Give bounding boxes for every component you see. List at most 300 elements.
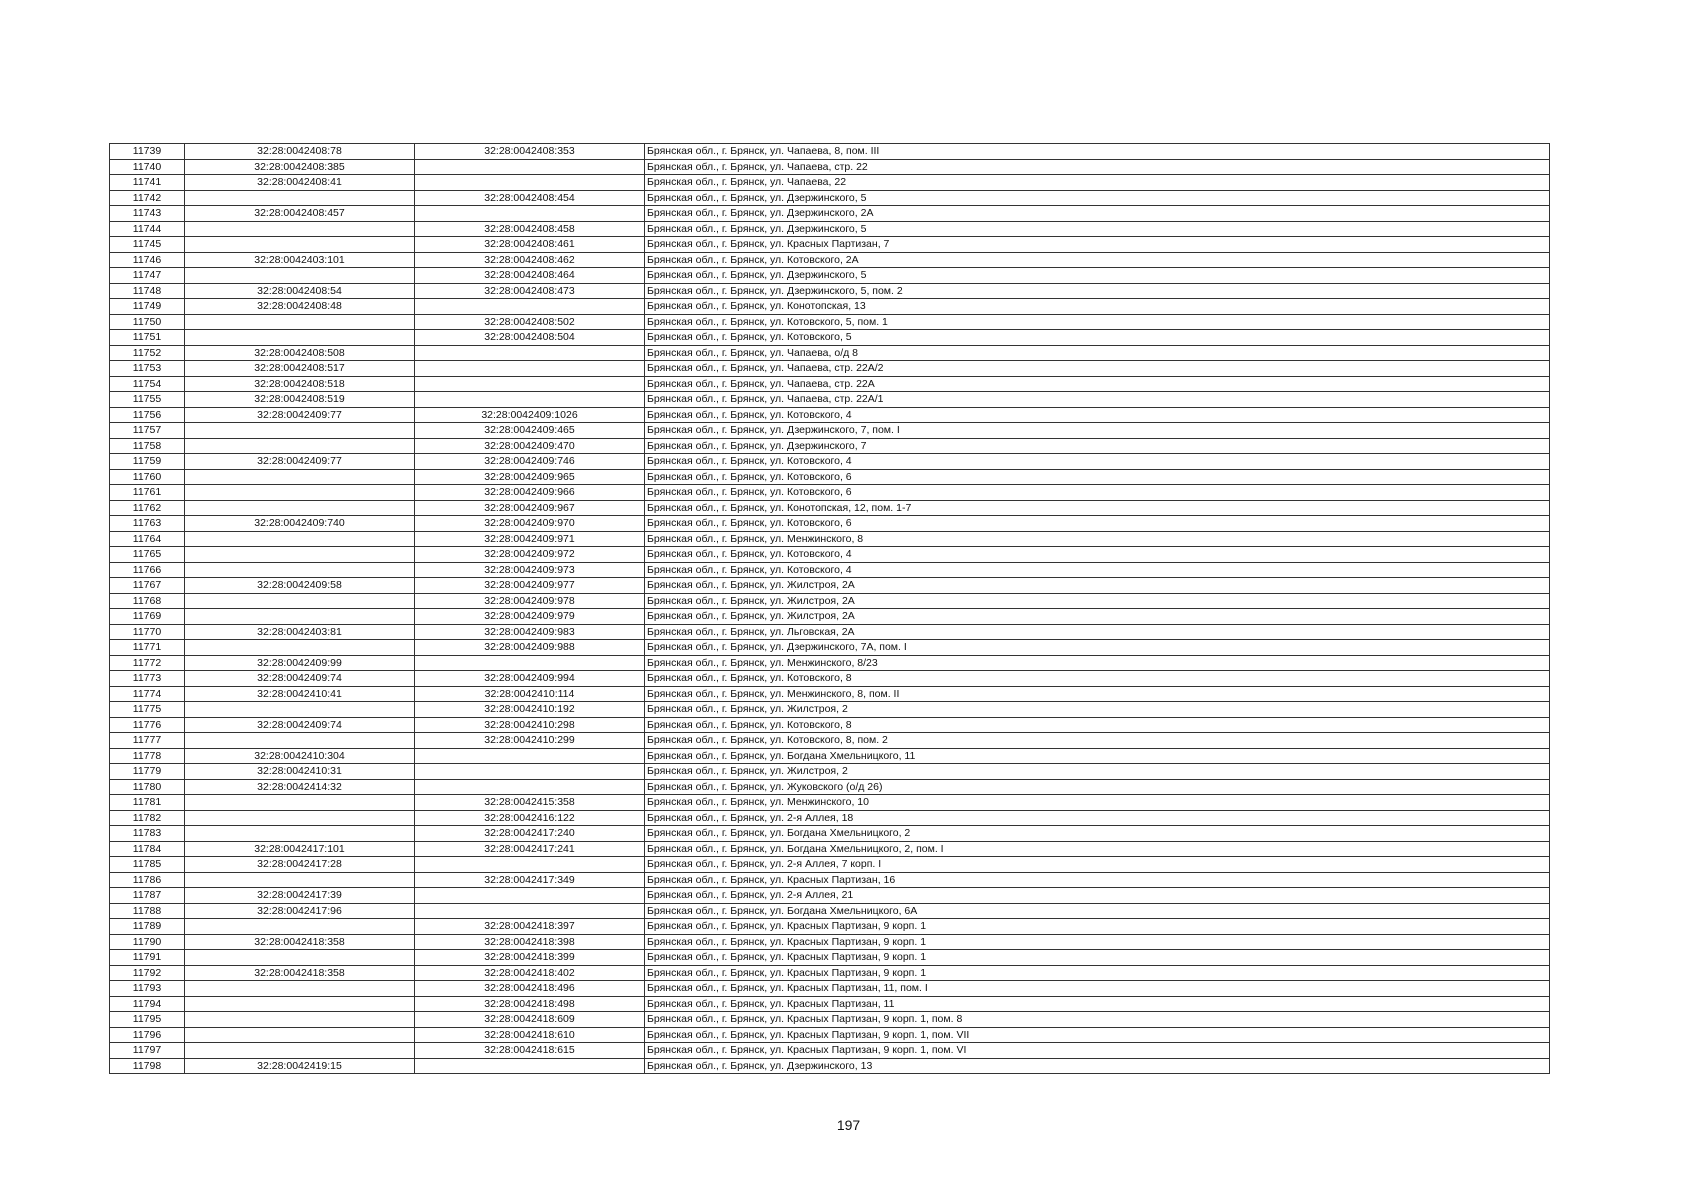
row-number-cell: 11749 [110,299,185,315]
building-cadastral-number-cell [415,376,645,392]
table-row [110,841,1550,857]
table-row [110,903,1550,919]
address-cell: Брянская обл., г. Брянск, ул. Дзержинского, 2А [645,206,1550,222]
table-row [110,252,1550,268]
land-cadastral-number-cell: 32:28:0042403:81 [185,624,415,640]
row-number-cell: 11797 [110,1043,185,1059]
building-cadastral-number-cell: 32:28:0042408:454 [415,190,645,206]
row-number-cell: 11784 [110,841,185,857]
address-cell: Брянская обл., г. Брянск, ул. Дзержинского, 7 [645,438,1550,454]
building-cadastral-number-cell: 32:28:0042409:1026 [415,407,645,423]
table-row [110,1058,1550,1074]
building-cadastral-number-cell: 32:28:0042409:977 [415,578,645,594]
building-cadastral-number-cell: 32:28:0042408:462 [415,252,645,268]
table-row [110,888,1550,904]
building-cadastral-number-cell: 32:28:0042417:241 [415,841,645,857]
table-row [110,175,1550,191]
row-number-cell: 11768 [110,593,185,609]
address-cell: Брянская обл., г. Брянск, ул. 2-я Аллея, 7 корп. I [645,857,1550,873]
address-cell: Брянская обл., г. Брянск, ул. Красных Партизан, 9 корп. 1, пом. 8 [645,1012,1550,1028]
address-cell: Брянская обл., г. Брянск, ул. Дзержинского, 13 [645,1058,1550,1074]
row-number-cell: 11744 [110,221,185,237]
row-number-cell: 11790 [110,934,185,950]
land-cadastral-number-cell [185,1043,415,1059]
table-row [110,531,1550,547]
address-cell: Брянская обл., г. Брянск, ул. Красных Партизан, 9 корп. 1 [645,950,1550,966]
table-row [110,996,1550,1012]
table-row [110,733,1550,749]
row-number-cell: 11742 [110,190,185,206]
building-cadastral-number-cell: 32:28:0042418:609 [415,1012,645,1028]
land-cadastral-number-cell [185,1027,415,1043]
table-row [110,485,1550,501]
land-cadastral-number-cell: 32:28:0042403:101 [185,252,415,268]
address-cell: Брянская обл., г. Брянск, ул. Чапаева, о/д 8 [645,345,1550,361]
land-cadastral-number-cell: 32:28:0042408:78 [185,144,415,160]
building-cadastral-number-cell: 32:28:0042408:458 [415,221,645,237]
table-body [110,144,1550,1074]
land-cadastral-number-cell [185,438,415,454]
table-row [110,981,1550,997]
building-cadastral-number-cell [415,903,645,919]
row-number-cell: 11752 [110,345,185,361]
row-number-cell: 11756 [110,407,185,423]
building-cadastral-number-cell: 32:28:0042410:299 [415,733,645,749]
address-cell: Брянская обл., г. Брянск, ул. Жуковского (о/д 26) [645,779,1550,795]
table-row [110,593,1550,609]
row-number-cell: 11793 [110,981,185,997]
table-row [110,702,1550,718]
land-cadastral-number-cell [185,593,415,609]
row-number-cell: 11746 [110,252,185,268]
land-cadastral-number-cell [185,237,415,253]
address-cell: Брянская обл., г. Брянск, ул. Красных Партизан, 11 [645,996,1550,1012]
row-number-cell: 11760 [110,469,185,485]
row-number-cell: 11785 [110,857,185,873]
land-cadastral-number-cell: 32:28:0042409:77 [185,407,415,423]
row-number-cell: 11795 [110,1012,185,1028]
row-number-cell: 11789 [110,919,185,935]
table-row [110,857,1550,873]
address-cell: Брянская обл., г. Брянск, ул. Котовского, 4 [645,407,1550,423]
row-number-cell: 11765 [110,547,185,563]
address-cell: Брянская обл., г. Брянск, ул. Красных Партизан, 16 [645,872,1550,888]
land-cadastral-number-cell: 32:28:0042417:101 [185,841,415,857]
row-number-cell: 11786 [110,872,185,888]
building-cadastral-number-cell: 32:28:0042416:122 [415,810,645,826]
land-cadastral-number-cell [185,826,415,842]
building-cadastral-number-cell: 32:28:0042409:994 [415,671,645,687]
land-cadastral-number-cell [185,314,415,330]
row-number-cell: 11761 [110,485,185,501]
land-cadastral-number-cell [185,609,415,625]
address-cell: Брянская обл., г. Брянск, ул. Дзержинского, 7А, пом. I [645,640,1550,656]
building-cadastral-number-cell [415,748,645,764]
building-cadastral-number-cell: 32:28:0042418:610 [415,1027,645,1043]
address-cell: Брянская обл., г. Брянск, ул. Котовского, 8 [645,717,1550,733]
row-number-cell: 11743 [110,206,185,222]
building-cadastral-number-cell [415,857,645,873]
row-number-cell: 11757 [110,423,185,439]
building-cadastral-number-cell: 32:28:0042409:973 [415,562,645,578]
land-cadastral-number-cell [185,221,415,237]
address-cell: Брянская обл., г. Брянск, ул. Котовского, 8, пом. 2 [645,733,1550,749]
row-number-cell: 11739 [110,144,185,160]
row-number-cell: 11791 [110,950,185,966]
table-row [110,950,1550,966]
building-cadastral-number-cell [415,361,645,377]
land-cadastral-number-cell: 32:28:0042417:39 [185,888,415,904]
building-cadastral-number-cell: 32:28:0042418:397 [415,919,645,935]
row-number-cell: 11777 [110,733,185,749]
land-cadastral-number-cell: 32:28:0042417:28 [185,857,415,873]
table-row [110,283,1550,299]
address-cell: Брянская обл., г. Брянск, ул. Котовского, 2А [645,252,1550,268]
row-number-cell: 11776 [110,717,185,733]
land-cadastral-number-cell: 32:28:0042409:740 [185,516,415,532]
table-row [110,190,1550,206]
land-cadastral-number-cell [185,810,415,826]
address-cell: Брянская обл., г. Брянск, ул. Жилстроя, 2 [645,764,1550,780]
address-cell: Брянская обл., г. Брянск, ул. Жилстроя, 2 [645,702,1550,718]
table-row [110,1012,1550,1028]
table-row [110,655,1550,671]
land-cadastral-number-cell: 32:28:0042410:304 [185,748,415,764]
land-cadastral-number-cell: 32:28:0042408:517 [185,361,415,377]
table-row [110,779,1550,795]
address-cell: Брянская обл., г. Брянск, ул. Конотопская, 13 [645,299,1550,315]
land-cadastral-number-cell [185,423,415,439]
table-row [110,361,1550,377]
building-cadastral-number-cell: 32:28:0042418:496 [415,981,645,997]
land-cadastral-number-cell [185,919,415,935]
table-row [110,624,1550,640]
land-cadastral-number-cell: 32:28:0042409:77 [185,454,415,470]
land-cadastral-number-cell: 32:28:0042408:41 [185,175,415,191]
row-number-cell: 11747 [110,268,185,284]
land-cadastral-number-cell: 32:28:0042410:41 [185,686,415,702]
table-row [110,268,1550,284]
table-row [110,562,1550,578]
address-cell: Брянская обл., г. Брянск, ул. Котовского, 4 [645,454,1550,470]
land-cadastral-number-cell: 32:28:0042408:457 [185,206,415,222]
land-cadastral-number-cell [185,640,415,656]
table-row [110,438,1550,454]
address-cell: Брянская обл., г. Брянск, ул. Котовского, 6 [645,485,1550,501]
address-cell: Брянская обл., г. Брянск, ул. Чапаева, стр. 22А [645,376,1550,392]
registry-table [109,143,1550,1074]
address-cell: Брянская обл., г. Брянск, ул. Менжинского, 10 [645,795,1550,811]
table-row [110,547,1550,563]
table-row [110,919,1550,935]
row-number-cell: 11779 [110,764,185,780]
building-cadastral-number-cell: 32:28:0042409:967 [415,500,645,516]
land-cadastral-number-cell: 32:28:0042409:99 [185,655,415,671]
land-cadastral-number-cell [185,996,415,1012]
land-cadastral-number-cell: 32:28:0042409:74 [185,717,415,733]
address-cell: Брянская обл., г. Брянск, ул. Богдана Хмельницкого, 2 [645,826,1550,842]
building-cadastral-number-cell: 32:28:0042410:114 [415,686,645,702]
row-number-cell: 11798 [110,1058,185,1074]
address-cell: Брянская обл., г. Брянск, ул. Льговская, 2А [645,624,1550,640]
address-cell: Брянская обл., г. Брянск, ул. Красных Партизан, 7 [645,237,1550,253]
table-row [110,810,1550,826]
table-row [110,221,1550,237]
building-cadastral-number-cell: 32:28:0042408:461 [415,237,645,253]
row-number-cell: 11750 [110,314,185,330]
land-cadastral-number-cell: 32:28:0042418:358 [185,965,415,981]
row-number-cell: 11754 [110,376,185,392]
building-cadastral-number-cell: 32:28:0042415:358 [415,795,645,811]
table-row [110,671,1550,687]
building-cadastral-number-cell: 32:28:0042410:192 [415,702,645,718]
address-cell: Брянская обл., г. Брянск, ул. 2-я Аллея, 18 [645,810,1550,826]
building-cadastral-number-cell: 32:28:0042418:398 [415,934,645,950]
building-cadastral-number-cell: 32:28:0042409:970 [415,516,645,532]
land-cadastral-number-cell: 32:28:0042409:58 [185,578,415,594]
land-cadastral-number-cell [185,268,415,284]
row-number-cell: 11773 [110,671,185,687]
row-number-cell: 11740 [110,159,185,175]
building-cadastral-number-cell [415,1058,645,1074]
table-row [110,516,1550,532]
table-row [110,330,1550,346]
land-cadastral-number-cell: 32:28:0042408:519 [185,392,415,408]
address-cell: Брянская обл., г. Брянск, ул. Богдана Хмельницкого, 6А [645,903,1550,919]
table-row [110,144,1550,160]
table-row [110,965,1550,981]
table-row [110,299,1550,315]
table-row [110,206,1550,222]
building-cadastral-number-cell: 32:28:0042409:978 [415,593,645,609]
building-cadastral-number-cell: 32:28:0042418:498 [415,996,645,1012]
page-number: 197 [836,1117,861,1133]
land-cadastral-number-cell [185,547,415,563]
building-cadastral-number-cell [415,888,645,904]
row-number-cell: 11796 [110,1027,185,1043]
address-cell: Брянская обл., г. Брянск, ул. Жилстроя, 2А [645,593,1550,609]
address-cell: Брянская обл., г. Брянск, ул. Дзержинского, 7, пом. I [645,423,1550,439]
table-row [110,314,1550,330]
land-cadastral-number-cell [185,330,415,346]
row-number-cell: 11774 [110,686,185,702]
building-cadastral-number-cell: 32:28:0042417:240 [415,826,645,842]
building-cadastral-number-cell: 32:28:0042409:979 [415,609,645,625]
address-cell: Брянская обл., г. Брянск, ул. Котовского, 6 [645,469,1550,485]
land-cadastral-number-cell [185,531,415,547]
address-cell: Брянская обл., г. Брянск, ул. Дзержинского, 5 [645,221,1550,237]
building-cadastral-number-cell: 32:28:0042408:464 [415,268,645,284]
table-row [110,826,1550,842]
address-cell: Брянская обл., г. Брянск, ул. Котовского, 5, пом. 1 [645,314,1550,330]
table-row [110,795,1550,811]
address-cell: Брянская обл., г. Брянск, ул. Дзержинского, 5 [645,268,1550,284]
building-cadastral-number-cell [415,345,645,361]
building-cadastral-number-cell [415,764,645,780]
row-number-cell: 11780 [110,779,185,795]
row-number-cell: 11787 [110,888,185,904]
building-cadastral-number-cell [415,159,645,175]
building-cadastral-number-cell: 32:28:0042417:349 [415,872,645,888]
address-cell: Брянская обл., г. Брянск, ул. Красных Партизан, 9 корп. 1 [645,965,1550,981]
table-row [110,454,1550,470]
land-cadastral-number-cell: 32:28:0042418:358 [185,934,415,950]
table-row [110,392,1550,408]
table-row [110,686,1550,702]
address-cell: Брянская обл., г. Брянск, ул. Красных Партизан, 9 корп. 1, пом. VI [645,1043,1550,1059]
building-cadastral-number-cell: 32:28:0042410:298 [415,717,645,733]
land-cadastral-number-cell [185,981,415,997]
row-number-cell: 11753 [110,361,185,377]
table-row [110,872,1550,888]
land-cadastral-number-cell [185,795,415,811]
address-cell: Брянская обл., г. Брянск, ул. Менжинского, 8/23 [645,655,1550,671]
address-cell: Брянская обл., г. Брянск, ул. Красных Партизан, 9 корп. 1 [645,919,1550,935]
row-number-cell: 11788 [110,903,185,919]
address-cell: Брянская обл., г. Брянск, ул. Богдана Хмельницкого, 2, пом. I [645,841,1550,857]
table-row [110,469,1550,485]
address-cell: Брянская обл., г. Брянск, ул. 2-я Аллея, 21 [645,888,1550,904]
building-cadastral-number-cell: 32:28:0042408:473 [415,283,645,299]
land-cadastral-number-cell [185,1012,415,1028]
building-cadastral-number-cell [415,392,645,408]
table-row [110,345,1550,361]
address-cell: Брянская обл., г. Брянск, ул. Чапаева, стр. 22А/2 [645,361,1550,377]
building-cadastral-number-cell: 32:28:0042409:746 [415,454,645,470]
address-cell: Брянская обл., г. Брянск, ул. Дзержинского, 5, пом. 2 [645,283,1550,299]
land-cadastral-number-cell [185,485,415,501]
row-number-cell: 11772 [110,655,185,671]
address-cell: Брянская обл., г. Брянск, ул. Котовского, 4 [645,562,1550,578]
building-cadastral-number-cell: 32:28:0042409:983 [415,624,645,640]
table-row [110,237,1550,253]
address-cell: Брянская обл., г. Брянск, ул. Конотопская, 12, пом. 1-7 [645,500,1550,516]
row-number-cell: 11748 [110,283,185,299]
building-cadastral-number-cell: 32:28:0042409:971 [415,531,645,547]
table-row [110,500,1550,516]
land-cadastral-number-cell: 32:28:0042419:15 [185,1058,415,1074]
row-number-cell: 11770 [110,624,185,640]
table-row [110,159,1550,175]
table-row [110,1043,1550,1059]
row-number-cell: 11759 [110,454,185,470]
address-cell: Брянская обл., г. Брянск, ул. Котовского, 4 [645,547,1550,563]
land-cadastral-number-cell [185,872,415,888]
land-cadastral-number-cell: 32:28:0042408:48 [185,299,415,315]
land-cadastral-number-cell: 32:28:0042408:518 [185,376,415,392]
row-number-cell: 11763 [110,516,185,532]
building-cadastral-number-cell: 32:28:0042408:502 [415,314,645,330]
land-cadastral-number-cell: 32:28:0042409:74 [185,671,415,687]
building-cadastral-number-cell: 32:28:0042418:399 [415,950,645,966]
building-cadastral-number-cell: 32:28:0042409:965 [415,469,645,485]
row-number-cell: 11792 [110,965,185,981]
building-cadastral-number-cell: 32:28:0042409:966 [415,485,645,501]
row-number-cell: 11783 [110,826,185,842]
address-cell: Брянская обл., г. Брянск, ул. Дзержинского, 5 [645,190,1550,206]
land-cadastral-number-cell [185,950,415,966]
address-cell: Брянская обл., г. Брянск, ул. Менжинского, 8 [645,531,1550,547]
building-cadastral-number-cell: 32:28:0042418:615 [415,1043,645,1059]
row-number-cell: 11755 [110,392,185,408]
row-number-cell: 11771 [110,640,185,656]
row-number-cell: 11751 [110,330,185,346]
address-cell: Брянская обл., г. Брянск, ул. Чапаева, стр. 22А/1 [645,392,1550,408]
table-row [110,640,1550,656]
address-cell: Брянская обл., г. Брянск, ул. Жилстроя, 2А [645,609,1550,625]
row-number-cell: 11767 [110,578,185,594]
land-cadastral-number-cell [185,469,415,485]
address-cell: Брянская обл., г. Брянск, ул. Богдана Хмельницкого, 11 [645,748,1550,764]
land-cadastral-number-cell: 32:28:0042414:32 [185,779,415,795]
table-row [110,748,1550,764]
row-number-cell: 11794 [110,996,185,1012]
table-row [110,1027,1550,1043]
row-number-cell: 11769 [110,609,185,625]
row-number-cell: 11778 [110,748,185,764]
land-cadastral-number-cell [185,702,415,718]
address-cell: Брянская обл., г. Брянск, ул. Красных Партизан, 11, пом. I [645,981,1550,997]
row-number-cell: 11781 [110,795,185,811]
address-cell: Брянская обл., г. Брянск, ул. Красных Партизан, 9 корп. 1 [645,934,1550,950]
address-cell: Брянская обл., г. Брянск, ул. Чапаева, 8, пом. III [645,144,1550,160]
building-cadastral-number-cell [415,655,645,671]
table-row [110,407,1550,423]
address-cell: Брянская обл., г. Брянск, ул. Менжинского, 8, пом. II [645,686,1550,702]
land-cadastral-number-cell [185,500,415,516]
row-number-cell: 11741 [110,175,185,191]
row-number-cell: 11762 [110,500,185,516]
building-cadastral-number-cell: 32:28:0042408:504 [415,330,645,346]
address-cell: Брянская обл., г. Брянск, ул. Чапаева, 22 [645,175,1550,191]
building-cadastral-number-cell: 32:28:0042408:353 [415,144,645,160]
address-cell: Брянская обл., г. Брянск, ул. Котовского, 6 [645,516,1550,532]
land-cadastral-number-cell: 32:28:0042408:385 [185,159,415,175]
land-cadastral-number-cell [185,190,415,206]
building-cadastral-number-cell: 32:28:0042418:402 [415,965,645,981]
building-cadastral-number-cell [415,779,645,795]
table-row [110,934,1550,950]
row-number-cell: 11758 [110,438,185,454]
address-cell: Брянская обл., г. Брянск, ул. Красных Партизан, 9 корп. 1, пом. VII [645,1027,1550,1043]
table-row [110,423,1550,439]
building-cadastral-number-cell: 32:28:0042409:972 [415,547,645,563]
table-row [110,578,1550,594]
land-cadastral-number-cell: 32:28:0042410:31 [185,764,415,780]
address-cell: Брянская обл., г. Брянск, ул. Жилстроя, 2А [645,578,1550,594]
address-cell: Брянская обл., г. Брянск, ул. Чапаева, стр. 22 [645,159,1550,175]
building-cadastral-number-cell: 32:28:0042409:470 [415,438,645,454]
building-cadastral-number-cell [415,299,645,315]
land-cadastral-number-cell: 32:28:0042408:508 [185,345,415,361]
table-row [110,609,1550,625]
building-cadastral-number-cell [415,175,645,191]
row-number-cell: 11782 [110,810,185,826]
row-number-cell: 11775 [110,702,185,718]
row-number-cell: 11766 [110,562,185,578]
row-number-cell: 11764 [110,531,185,547]
land-cadastral-number-cell [185,733,415,749]
building-cadastral-number-cell: 32:28:0042409:465 [415,423,645,439]
address-cell: Брянская обл., г. Брянск, ул. Котовского, 8 [645,671,1550,687]
building-cadastral-number-cell: 32:28:0042409:988 [415,640,645,656]
building-cadastral-number-cell [415,206,645,222]
land-cadastral-number-cell: 32:28:0042408:54 [185,283,415,299]
table-row [110,376,1550,392]
row-number-cell: 11745 [110,237,185,253]
table-row [110,764,1550,780]
address-cell: Брянская обл., г. Брянск, ул. Котовского, 5 [645,330,1550,346]
